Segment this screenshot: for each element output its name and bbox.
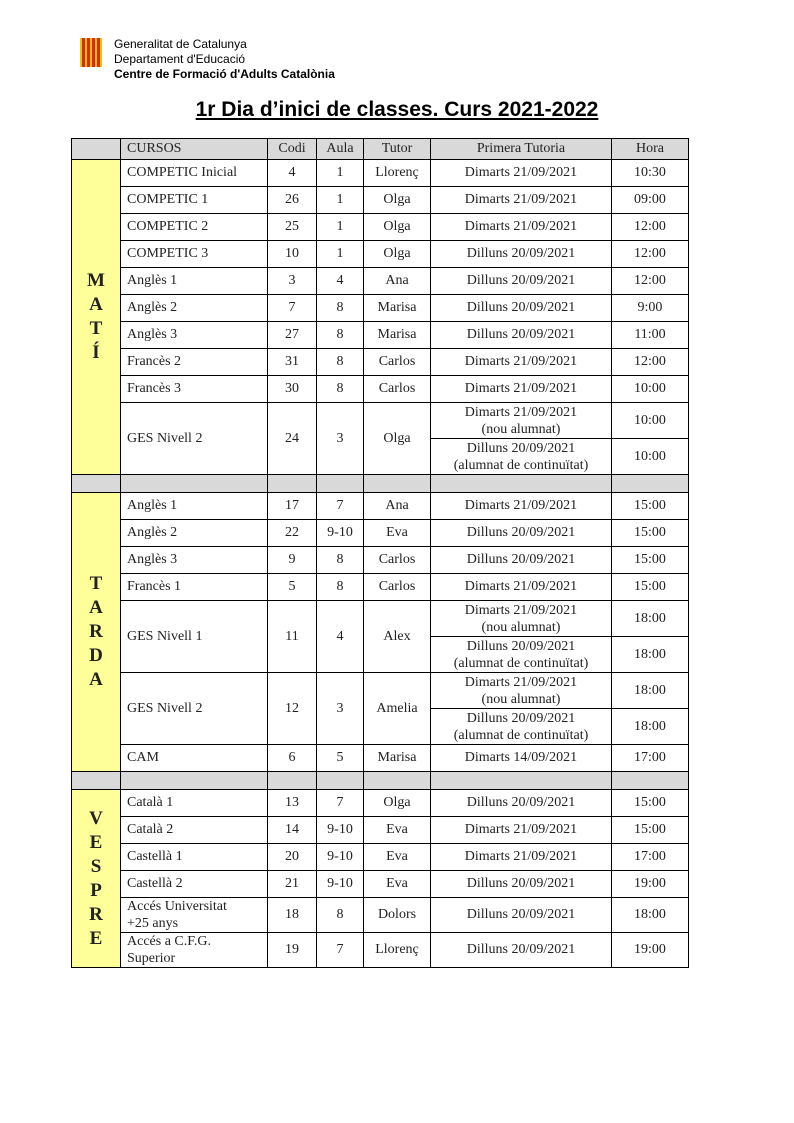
tutoring-date: Dilluns 20/09/2021 [466, 440, 576, 456]
course-name-line: CAM [127, 750, 159, 765]
first-tutoring [431, 295, 612, 322]
section-label [72, 493, 121, 772]
course-name [121, 817, 268, 844]
tutoring-date: Dimarts 21/09/2021 [464, 354, 578, 369]
course-name [121, 673, 268, 745]
tutoring-time: 15:00 [612, 574, 689, 601]
tutor-name: Olga [364, 790, 431, 817]
course-name [121, 187, 268, 214]
section-letter: A [89, 669, 103, 690]
course-name [121, 601, 268, 673]
table-row [72, 268, 689, 295]
tutoring-time: 15:00 [612, 817, 689, 844]
table-row [72, 322, 689, 349]
course-name-line: GES Nivell 2 [127, 700, 203, 716]
tutoring-date: Dimarts 21/09/2021 [464, 404, 578, 420]
classroom: 8 [317, 574, 364, 601]
tutoring-time: 18:00 [612, 601, 689, 637]
tutoring-time: 18:00 [612, 673, 689, 709]
tutoring-note: (alumnat de continuïtat) [453, 655, 589, 671]
first-tutoring [431, 871, 612, 898]
separator-cell [72, 475, 121, 493]
table-row [72, 241, 689, 268]
tutoring-date: Dilluns 20/09/2021 [466, 638, 576, 654]
first-tutoring [431, 817, 612, 844]
tutor-name: Amelia [364, 673, 431, 745]
course-name-line: Anglès 3 [127, 552, 178, 567]
section-letter: P [90, 879, 102, 901]
org-name: Generalitat de Catalunya [114, 37, 247, 51]
classroom: 8 [317, 295, 364, 322]
schedule-table [71, 138, 689, 968]
first-tutoring [431, 376, 612, 403]
section-letter: E [89, 927, 103, 949]
tutoring-date: Dilluns 20/09/2021 [466, 942, 576, 957]
tutoring-time: 10:00 [612, 439, 689, 475]
course-name [121, 933, 268, 968]
course-name [121, 268, 268, 295]
section-label [72, 790, 121, 968]
tutoring-date: Dimarts 21/09/2021 [464, 674, 578, 690]
tutoring-time: 19:00 [612, 871, 689, 898]
tutoring-time: 9:00 [612, 295, 689, 322]
first-tutoring [431, 898, 612, 933]
section-letter: Í [92, 342, 100, 363]
separator-cell [121, 772, 268, 790]
course-code: 9 [268, 547, 317, 574]
table-row [72, 817, 689, 844]
course-name [121, 403, 268, 475]
table-row [72, 160, 689, 187]
separator-cell [268, 475, 317, 493]
course-name-line: Català 1 [127, 795, 174, 810]
tutoring-date: Dilluns 20/09/2021 [466, 246, 576, 261]
separator-cell [364, 475, 431, 493]
first-tutoring [431, 403, 612, 439]
first-tutoring [431, 547, 612, 574]
table-row [72, 898, 689, 933]
section-letter: T [89, 318, 103, 339]
tutor-name: Olga [364, 214, 431, 241]
course-code: 26 [268, 187, 317, 214]
course-code: 21 [268, 871, 317, 898]
table-row [72, 403, 689, 439]
tutor-name: Olga [364, 403, 431, 475]
tutoring-time: 12:00 [612, 268, 689, 295]
classroom: 7 [317, 790, 364, 817]
table-row [72, 295, 689, 322]
course-name-line: Anglès 1 [127, 498, 178, 513]
tutoring-date: Dilluns 20/09/2021 [466, 525, 576, 540]
tutoring-date: Dimarts 21/09/2021 [464, 822, 578, 837]
classroom: 8 [317, 898, 364, 933]
tutoring-date: Dilluns 20/09/2021 [466, 273, 576, 288]
tutoring-time: 10:00 [612, 403, 689, 439]
separator-cell [268, 772, 317, 790]
classroom: 9-10 [317, 844, 364, 871]
table-header [72, 139, 689, 160]
separator-cell [612, 475, 689, 493]
table-row [72, 673, 689, 709]
classroom: 7 [317, 933, 364, 968]
table-row [72, 574, 689, 601]
first-tutoring [431, 673, 612, 709]
classroom: 1 [317, 160, 364, 187]
classroom: 3 [317, 403, 364, 475]
classroom: 4 [317, 601, 364, 673]
tutor-name: Eva [364, 844, 431, 871]
tutoring-time: 17:00 [612, 745, 689, 772]
first-tutoring [431, 637, 612, 673]
course-code: 6 [268, 745, 317, 772]
course-name [121, 520, 268, 547]
section-letter: A [89, 294, 103, 315]
generalitat-logo-icon [80, 38, 102, 67]
course-name-line: Català 2 [127, 822, 174, 837]
tutoring-time: 15:00 [612, 547, 689, 574]
table-row [72, 790, 689, 817]
course-name [121, 376, 268, 403]
tutoring-date: Dimarts 14/09/2021 [464, 750, 578, 765]
course-code: 25 [268, 214, 317, 241]
tutoring-date: Dilluns 20/09/2021 [466, 876, 576, 891]
classroom: 9-10 [317, 871, 364, 898]
tutor-name: Carlos [364, 574, 431, 601]
letterhead [114, 37, 335, 82]
course-name-line: Anglès 3 [127, 327, 178, 342]
tutor-name: Olga [364, 187, 431, 214]
classroom: 8 [317, 322, 364, 349]
centre-name: Centre de Formació d'Adults Catalònia [114, 67, 335, 81]
course-code: 13 [268, 790, 317, 817]
tutoring-time: 19:00 [612, 933, 689, 968]
column-header: Codi [268, 139, 317, 160]
classroom: 1 [317, 214, 364, 241]
tutor-name: Alex [364, 601, 431, 673]
course-code: 20 [268, 844, 317, 871]
tutoring-date: Dilluns 20/09/2021 [466, 795, 576, 810]
tutor-name: Ana [364, 268, 431, 295]
section-letter: D [89, 645, 103, 666]
course-code: 19 [268, 933, 317, 968]
tutoring-date: Dimarts 21/09/2021 [464, 219, 578, 234]
course-name-line: COMPETIC 2 [127, 219, 209, 234]
course-name-line: COMPETIC 3 [127, 246, 209, 261]
course-code: 7 [268, 295, 317, 322]
tutoring-time: 18:00 [612, 709, 689, 745]
course-name [121, 241, 268, 268]
section-separator [72, 475, 689, 493]
section-letter: V [89, 807, 103, 829]
first-tutoring [431, 520, 612, 547]
table-row [72, 214, 689, 241]
classroom: 1 [317, 241, 364, 268]
first-tutoring [431, 933, 612, 968]
course-code: 5 [268, 574, 317, 601]
course-name [121, 322, 268, 349]
first-tutoring [431, 322, 612, 349]
first-tutoring [431, 214, 612, 241]
tutoring-time: 17:00 [612, 844, 689, 871]
course-name [121, 547, 268, 574]
column-header: Aula [317, 139, 364, 160]
classroom: 9-10 [317, 817, 364, 844]
course-code: 10 [268, 241, 317, 268]
tutoring-date: Dimarts 21/09/2021 [464, 192, 578, 207]
separator-cell [317, 475, 364, 493]
course-name-line: Anglès 1 [127, 273, 178, 288]
first-tutoring [431, 574, 612, 601]
tutoring-date: Dilluns 20/09/2021 [466, 907, 576, 922]
course-name [121, 349, 268, 376]
course-code: 11 [268, 601, 317, 673]
first-tutoring [431, 268, 612, 295]
separator-cell [121, 475, 268, 493]
tutor-name: Dolors [364, 898, 431, 933]
course-name-line: Castellà 2 [127, 876, 183, 891]
course-name-line: COMPETIC 1 [127, 192, 209, 207]
course-name [121, 790, 268, 817]
course-code: 27 [268, 322, 317, 349]
course-name-line: Francès 3 [127, 381, 182, 396]
course-name-line: Francès 2 [127, 354, 182, 369]
separator-cell [317, 772, 364, 790]
classroom: 1 [317, 187, 364, 214]
course-name-line: Francès 1 [127, 579, 182, 594]
section-letter: R [89, 903, 103, 925]
first-tutoring [431, 709, 612, 745]
course-name [121, 745, 268, 772]
separator-cell [431, 475, 612, 493]
section-label [72, 160, 121, 475]
table-row [72, 520, 689, 547]
section-letter: R [89, 621, 103, 642]
course-code: 18 [268, 898, 317, 933]
tutoring-time: 10:00 [612, 376, 689, 403]
first-tutoring [431, 745, 612, 772]
tutor-name: Marisa [364, 295, 431, 322]
tutor-name: Llorenç [364, 933, 431, 968]
course-code: 22 [268, 520, 317, 547]
first-tutoring [431, 241, 612, 268]
tutor-name: Eva [364, 817, 431, 844]
tutoring-date: Dimarts 21/09/2021 [464, 381, 578, 396]
tutor-name: Ana [364, 493, 431, 520]
tutoring-time: 15:00 [612, 520, 689, 547]
section-letter: T [89, 573, 103, 594]
tutoring-date: Dilluns 20/09/2021 [466, 552, 576, 567]
table-row [72, 871, 689, 898]
course-code: 12 [268, 673, 317, 745]
tutoring-time: 12:00 [612, 349, 689, 376]
tutor-name: Carlos [364, 547, 431, 574]
course-name [121, 574, 268, 601]
tutoring-date: Dimarts 21/09/2021 [464, 849, 578, 864]
tutoring-time: 09:00 [612, 187, 689, 214]
course-name [121, 160, 268, 187]
tutor-name: Eva [364, 871, 431, 898]
course-code: 24 [268, 403, 317, 475]
course-name [121, 214, 268, 241]
classroom: 8 [317, 547, 364, 574]
classroom: 4 [317, 268, 364, 295]
first-tutoring [431, 493, 612, 520]
course-name-line: Castellà 1 [127, 849, 183, 864]
column-header: Hora [612, 139, 689, 160]
course-name-line: Superior [127, 951, 176, 966]
course-code: 30 [268, 376, 317, 403]
tutoring-date: Dimarts 21/09/2021 [464, 165, 578, 180]
first-tutoring [431, 187, 612, 214]
classroom: 8 [317, 376, 364, 403]
course-code: 17 [268, 493, 317, 520]
tutoring-date: Dilluns 20/09/2021 [466, 327, 576, 342]
tutoring-date: Dimarts 21/09/2021 [464, 498, 578, 513]
section-letter: E [89, 831, 103, 853]
table-row [72, 493, 689, 520]
section-letter: S [90, 855, 102, 877]
section-letter: A [89, 597, 103, 618]
tutoring-note: (alumnat de continuïtat) [453, 457, 589, 473]
course-name-line: Accés Universitat [127, 899, 227, 914]
tutoring-note: (nou alumnat) [481, 691, 561, 707]
course-name-line: COMPETIC Inicial [127, 165, 238, 180]
separator-cell [364, 772, 431, 790]
tutor-name: Carlos [364, 349, 431, 376]
tutoring-date: Dilluns 20/09/2021 [466, 300, 576, 315]
tutoring-time: 11:00 [612, 322, 689, 349]
table-row [72, 187, 689, 214]
tutoring-time: 10:30 [612, 160, 689, 187]
tutoring-time: 15:00 [612, 790, 689, 817]
classroom: 3 [317, 673, 364, 745]
classroom: 5 [317, 745, 364, 772]
course-name [121, 871, 268, 898]
tutor-name: Marisa [364, 322, 431, 349]
tutoring-date: Dilluns 20/09/2021 [466, 710, 576, 726]
table-row [72, 349, 689, 376]
tutoring-time: 15:00 [612, 493, 689, 520]
tutoring-date: Dimarts 21/09/2021 [464, 579, 578, 594]
tutor-name: Marisa [364, 745, 431, 772]
first-tutoring [431, 790, 612, 817]
header-blank [72, 139, 121, 160]
first-tutoring [431, 844, 612, 871]
course-code: 3 [268, 268, 317, 295]
tutor-name: Eva [364, 520, 431, 547]
table-row [72, 745, 689, 772]
tutoring-date: Dimarts 21/09/2021 [464, 602, 578, 618]
classroom: 8 [317, 349, 364, 376]
first-tutoring [431, 160, 612, 187]
table-row [72, 844, 689, 871]
table-row [72, 933, 689, 968]
classroom: 7 [317, 493, 364, 520]
course-name-line: +25 anys [127, 916, 179, 931]
course-name-line: Anglès 2 [127, 300, 178, 315]
separator-cell [72, 772, 121, 790]
course-name-line: GES Nivell 1 [127, 628, 203, 644]
tutoring-time: 12:00 [612, 241, 689, 268]
column-header: Tutor [364, 139, 431, 160]
first-tutoring [431, 349, 612, 376]
course-name [121, 493, 268, 520]
course-name [121, 898, 268, 933]
tutoring-time: 18:00 [612, 898, 689, 933]
table-row [72, 376, 689, 403]
section-separator [72, 772, 689, 790]
course-name [121, 295, 268, 322]
course-code: 4 [268, 160, 317, 187]
column-header: Primera Tutoria [431, 139, 612, 160]
tutor-name: Llorenç [364, 160, 431, 187]
course-code: 31 [268, 349, 317, 376]
first-tutoring [431, 439, 612, 475]
tutor-name: Carlos [364, 376, 431, 403]
classroom: 9-10 [317, 520, 364, 547]
section-letter: M [87, 270, 105, 291]
table-row [72, 601, 689, 637]
course-name [121, 844, 268, 871]
tutoring-note: (alumnat de continuïtat) [453, 727, 589, 743]
separator-cell [612, 772, 689, 790]
page-title: 1r Dia d’inici de classes. Curs 2021-2022 [195, 98, 599, 121]
tutor-name: Olga [364, 241, 431, 268]
course-code: 14 [268, 817, 317, 844]
tutoring-note: (nou alumnat) [481, 421, 561, 437]
department-name: Departament d'Educació [114, 52, 246, 66]
course-name-line: GES Nivell 2 [127, 430, 203, 446]
tutoring-time: 12:00 [612, 214, 689, 241]
tutoring-time: 18:00 [612, 637, 689, 673]
tutoring-note: (nou alumnat) [481, 619, 561, 635]
course-name-line: Accés a C.F.G. [127, 934, 212, 949]
column-header: CURSOS [121, 139, 268, 160]
table-row [72, 547, 689, 574]
first-tutoring [431, 601, 612, 637]
separator-cell [431, 772, 612, 790]
course-name-line: Anglès 2 [127, 525, 178, 540]
